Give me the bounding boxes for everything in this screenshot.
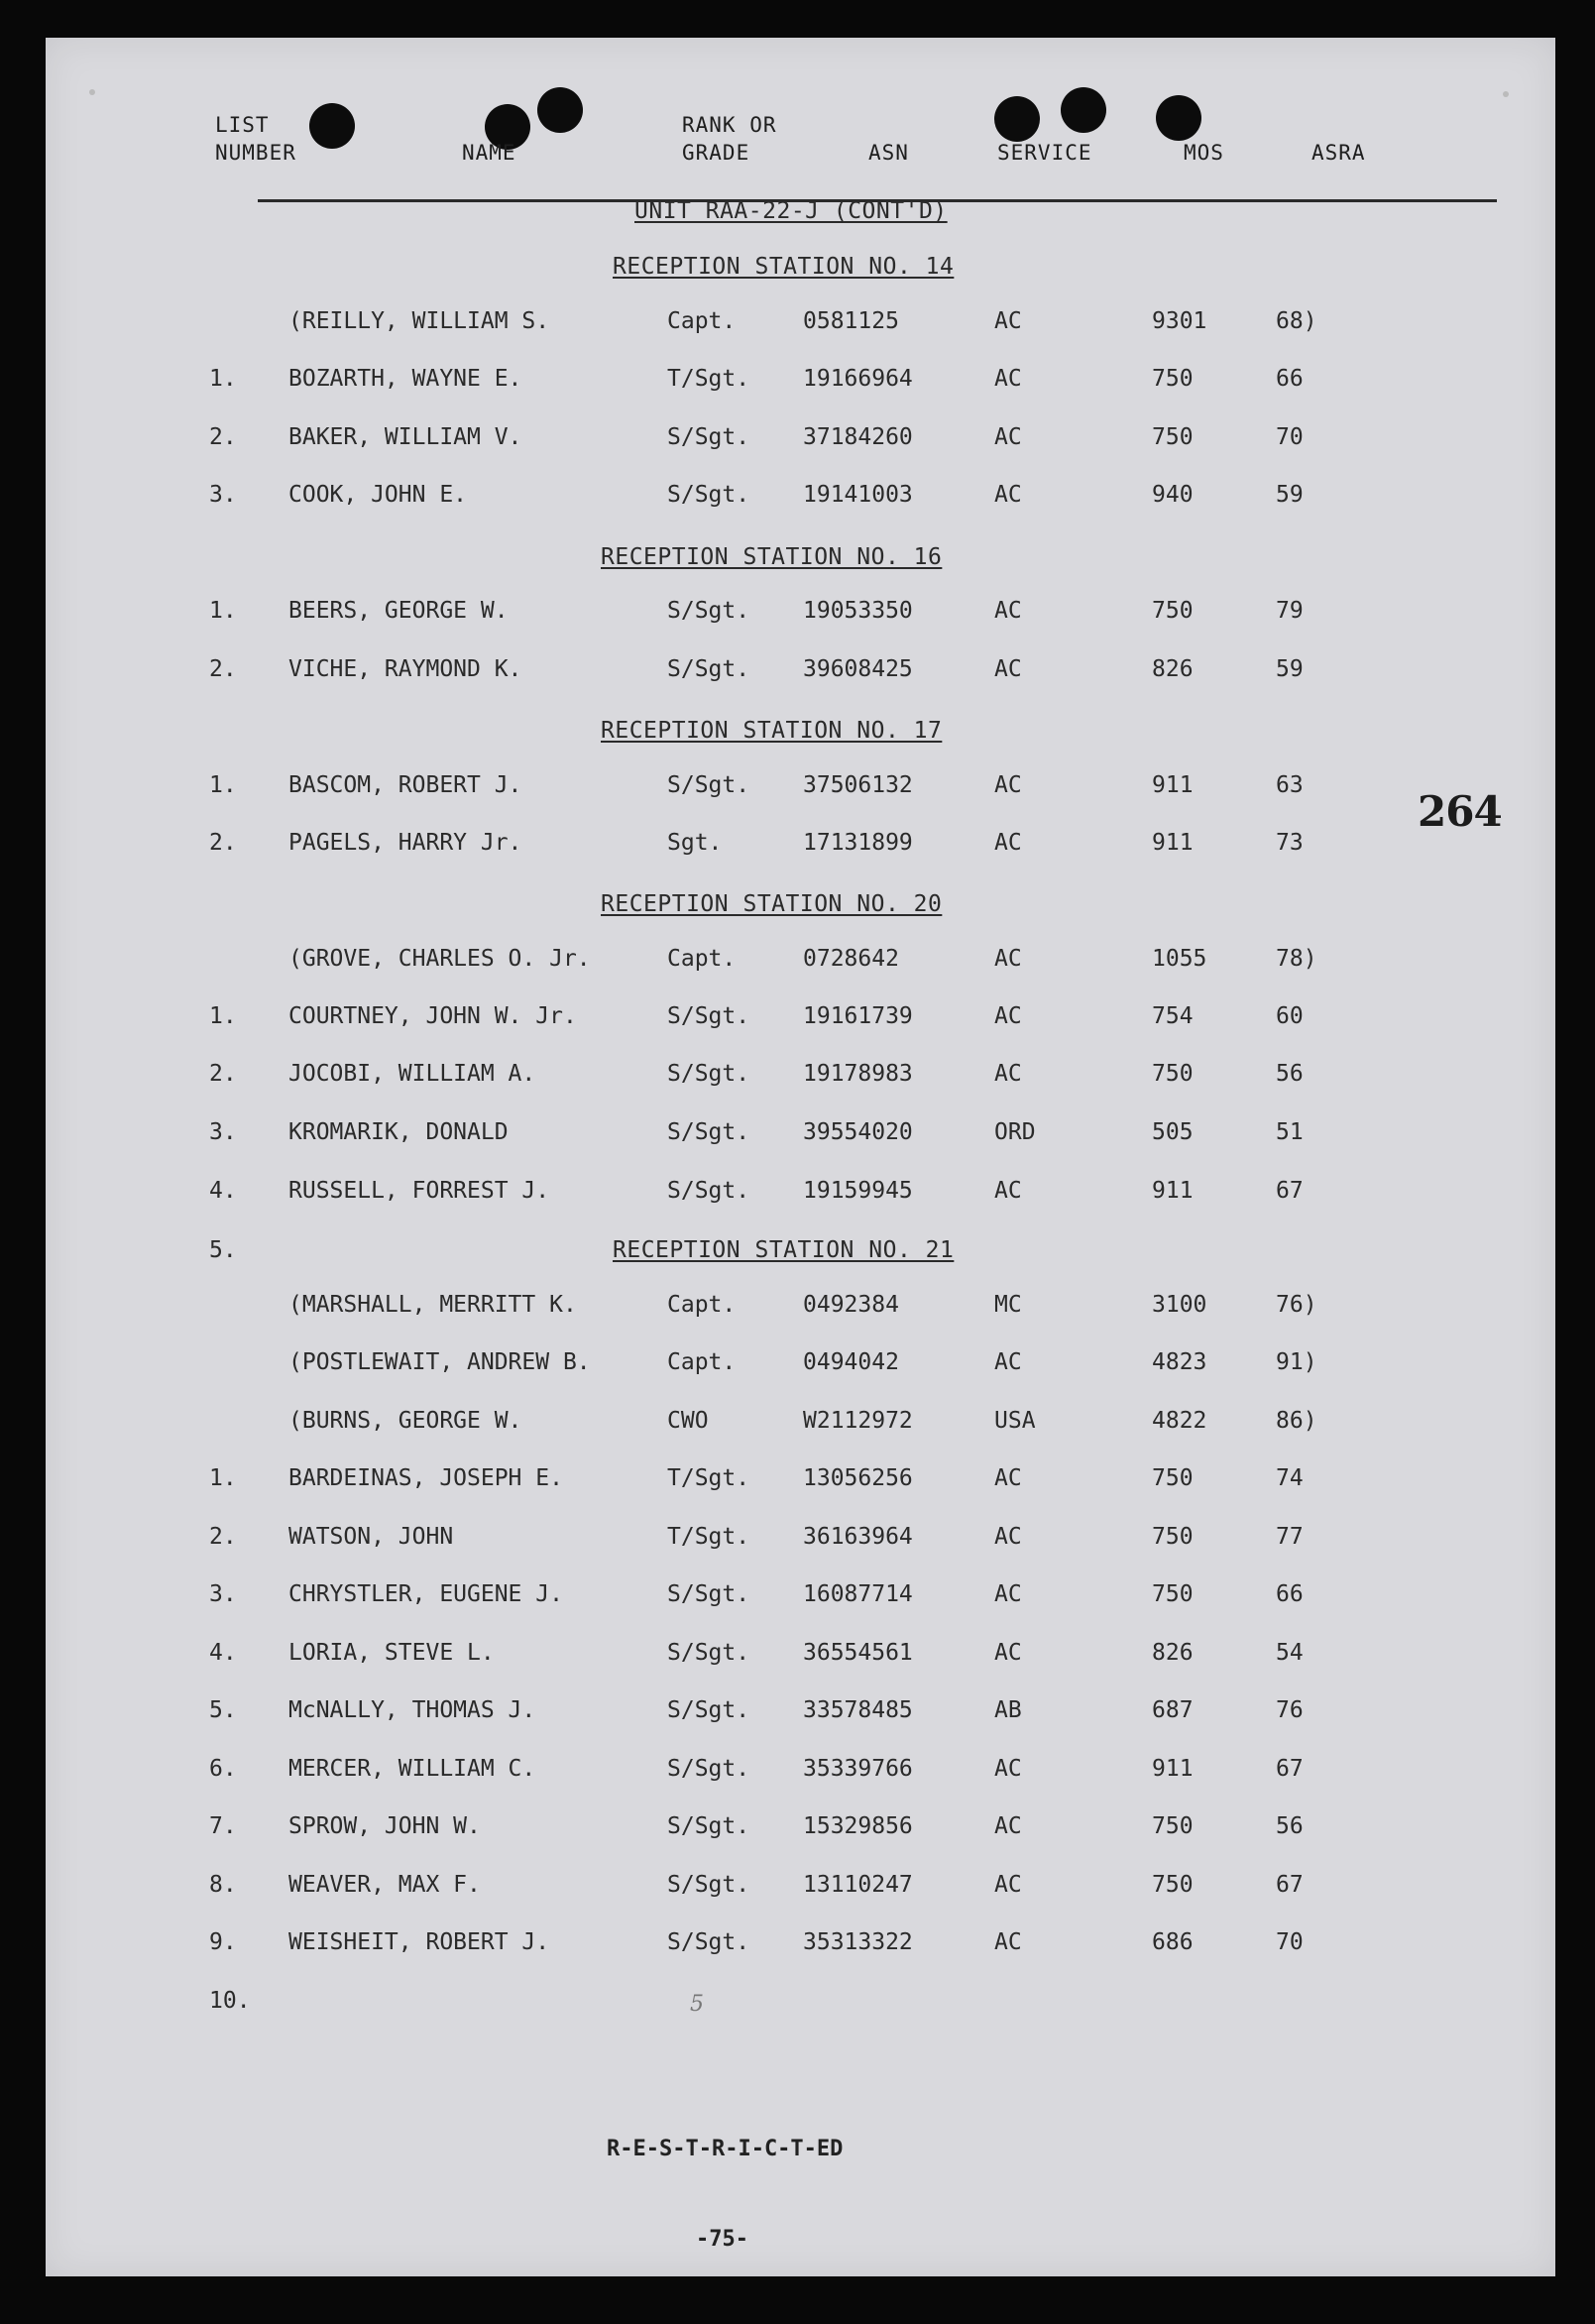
cell-num: 1. — [209, 772, 237, 798]
cell-svc: AC — [994, 1813, 1022, 1839]
cell-asra: 76 — [1276, 1697, 1304, 1723]
cell-svc: MC — [994, 1292, 1022, 1318]
cell-num: 1. — [209, 598, 237, 624]
roster-row — [46, 656, 1555, 692]
pencil-mark: 5 — [690, 1992, 704, 2017]
cell-asra: 86) — [1276, 1408, 1317, 1434]
roster-row — [46, 1581, 1555, 1617]
cell-num: 2. — [209, 830, 237, 856]
cell-asra: 66 — [1276, 366, 1304, 392]
cell-asn: 17131899 — [803, 830, 913, 856]
cell-rank: CWO — [667, 1408, 709, 1434]
cell-rank: S/Sgt. — [667, 1003, 750, 1029]
cell-name: (REILLY, WILLIAM S. — [288, 308, 550, 334]
cell-rank: S/Sgt. — [667, 424, 750, 450]
cell-asn: 35339766 — [803, 1756, 913, 1782]
cell-mos: 750 — [1152, 366, 1194, 392]
cell-svc: AC — [994, 424, 1022, 450]
cell-name: VICHE, RAYMOND K. — [288, 656, 522, 682]
cell-name: BASCOM, ROBERT J. — [288, 772, 522, 798]
cell-name: BEERS, GEORGE W. — [288, 598, 509, 624]
cell-num: 2. — [209, 1524, 237, 1550]
cell-asra: 56 — [1276, 1061, 1304, 1087]
cell-name: BAKER, WILLIAM V. — [288, 424, 522, 450]
cell-num: 5. — [209, 1697, 237, 1723]
header-mos: MOS — [1184, 141, 1224, 165]
cell-asn: 39608425 — [803, 656, 913, 682]
restricted-marking: R-E-S-T-R-I-C-T-ED — [607, 2137, 844, 2161]
cell-svc: AC — [994, 1061, 1022, 1087]
cell-svc: AC — [994, 830, 1022, 856]
section-title: RECEPTION STATION NO. 17 — [601, 718, 943, 744]
cell-asn: 0581125 — [803, 308, 899, 334]
cell-num: 3. — [209, 1581, 237, 1607]
cell-asn: 16087714 — [803, 1581, 913, 1607]
cell-num: 10. — [209, 1988, 251, 2014]
cell-num: 8. — [209, 1872, 237, 1898]
speck — [1503, 91, 1509, 97]
roster-row — [46, 772, 1555, 808]
cell-asra: 70 — [1276, 424, 1304, 450]
cell-asra: 59 — [1276, 482, 1304, 508]
cell-asn: 36163964 — [803, 1524, 913, 1550]
cell-asra: 66 — [1276, 1581, 1304, 1607]
header-list: LIST — [215, 113, 270, 137]
cell-rank: S/Sgt. — [667, 1640, 750, 1666]
cell-num: 1. — [209, 366, 237, 392]
cell-rank: T/Sgt. — [667, 1465, 750, 1491]
cell-mos: 4823 — [1152, 1349, 1207, 1375]
cell-mos: 911 — [1152, 1178, 1194, 1204]
cell-num: 9. — [209, 1929, 237, 1955]
cell-name: LORIA, STEVE L. — [288, 1640, 495, 1666]
cell-mos: 750 — [1152, 424, 1194, 450]
cell-name: WEISHEIT, ROBERT J. — [288, 1929, 550, 1955]
cell-asn: 39554020 — [803, 1119, 913, 1145]
roster-row — [46, 1178, 1555, 1214]
roster-row — [46, 1524, 1555, 1560]
header-asra: ASRA — [1311, 141, 1366, 165]
cell-name: McNALLY, THOMAS J. — [288, 1697, 536, 1723]
cell-asn: 13110247 — [803, 1872, 913, 1898]
cell-svc: AC — [994, 366, 1022, 392]
cell-name: JOCOBI, WILLIAM A. — [288, 1061, 536, 1087]
cell-mos: 9301 — [1152, 308, 1207, 334]
cell-mos: 3100 — [1152, 1292, 1207, 1318]
cell-name: (MARSHALL, MERRITT K. — [288, 1292, 577, 1318]
cell-rank: S/Sgt. — [667, 1178, 750, 1204]
cell-rank: Capt. — [667, 946, 737, 972]
stamped-number: 264 — [1418, 787, 1502, 836]
cell-name: WATSON, JOHN — [288, 1524, 454, 1550]
punch-hole — [537, 87, 583, 133]
cell-name: WEAVER, MAX F. — [288, 1872, 481, 1898]
cell-name: MERCER, WILLIAM C. — [288, 1756, 536, 1782]
cell-mos: 750 — [1152, 598, 1194, 624]
header-number: NUMBER — [215, 141, 296, 165]
section-title: RECEPTION STATION NO. 14 — [613, 254, 955, 280]
cell-rank: Capt. — [667, 308, 737, 334]
roster-row — [46, 1061, 1555, 1097]
cell-asn: 0494042 — [803, 1349, 899, 1375]
cell-mos: 686 — [1152, 1929, 1194, 1955]
roster-row — [46, 1756, 1555, 1792]
section-title: RECEPTION STATION NO. 16 — [601, 544, 943, 570]
roster-row — [46, 1640, 1555, 1676]
cell-asn: 36554561 — [803, 1640, 913, 1666]
roster-row — [46, 482, 1555, 518]
cell-svc: AC — [994, 1349, 1022, 1375]
list-number: 5. — [209, 1237, 237, 1263]
cell-name: KROMARIK, DONALD — [288, 1119, 509, 1145]
cell-name: COOK, JOHN E. — [288, 482, 468, 508]
cell-svc: AC — [994, 1524, 1022, 1550]
header-name: NAME — [462, 141, 516, 165]
cell-svc: AC — [994, 656, 1022, 682]
cell-asn: 37184260 — [803, 424, 913, 450]
cell-asra: 63 — [1276, 772, 1304, 798]
roster-row — [46, 598, 1555, 634]
cell-num: 3. — [209, 482, 237, 508]
cell-num: 4. — [209, 1178, 237, 1204]
cell-num: 2. — [209, 1061, 237, 1087]
cell-asra: 54 — [1276, 1640, 1304, 1666]
roster-row — [46, 424, 1555, 460]
cell-mos: 750 — [1152, 1872, 1194, 1898]
cell-rank: S/Sgt. — [667, 1061, 750, 1087]
header-rank: RANK OR — [682, 113, 777, 137]
cell-asra: 67 — [1276, 1178, 1304, 1204]
roster-row — [46, 946, 1555, 982]
punch-hole — [309, 103, 355, 149]
cell-num: 2. — [209, 656, 237, 682]
cell-mos: 911 — [1152, 830, 1194, 856]
section-title: RECEPTION STATION NO. 20 — [601, 891, 943, 917]
cell-asra: 60 — [1276, 1003, 1304, 1029]
cell-name: CHRYSTLER, EUGENE J. — [288, 1581, 563, 1607]
cell-asn: 0492384 — [803, 1292, 899, 1318]
cell-rank: S/Sgt. — [667, 598, 750, 624]
cell-rank: S/Sgt. — [667, 1581, 750, 1607]
cell-asn: 19166964 — [803, 366, 913, 392]
cell-rank: S/Sgt. — [667, 1756, 750, 1782]
cell-asn: W2112972 — [803, 1408, 913, 1434]
roster-row — [46, 1119, 1555, 1155]
cell-name: RUSSELL, FORREST J. — [288, 1178, 550, 1204]
cell-mos: 750 — [1152, 1061, 1194, 1087]
punch-hole — [1156, 95, 1201, 141]
cell-asra: 70 — [1276, 1929, 1304, 1955]
cell-svc: AC — [994, 1872, 1022, 1898]
header-grade: GRADE — [682, 141, 750, 165]
cell-asn: 19159945 — [803, 1178, 913, 1204]
cell-mos: 754 — [1152, 1003, 1194, 1029]
cell-rank: S/Sgt. — [667, 1929, 750, 1955]
cell-asra: 56 — [1276, 1813, 1304, 1839]
cell-mos: 826 — [1152, 656, 1194, 682]
cell-asra: 79 — [1276, 598, 1304, 624]
cell-rank: S/Sgt. — [667, 656, 750, 682]
cell-mos: 750 — [1152, 1813, 1194, 1839]
cell-rank: Capt. — [667, 1292, 737, 1318]
cell-rank: Capt. — [667, 1349, 737, 1375]
cell-mos: 750 — [1152, 1581, 1194, 1607]
page-number: -75- — [696, 2227, 748, 2252]
cell-svc: AB — [994, 1697, 1022, 1723]
cell-svc: AC — [994, 1581, 1022, 1607]
cell-svc: AC — [994, 1465, 1022, 1491]
cell-num: 7. — [209, 1813, 237, 1839]
cell-asn: 37506132 — [803, 772, 913, 798]
roster-row — [46, 1988, 1555, 2024]
cell-name: (BURNS, GEORGE W. — [288, 1408, 522, 1434]
roster-row — [46, 1813, 1555, 1849]
cell-mos: 911 — [1152, 1756, 1194, 1782]
cell-asra: 74 — [1276, 1465, 1304, 1491]
cell-mos: 4822 — [1152, 1408, 1207, 1434]
roster-row — [46, 1697, 1555, 1733]
cell-svc: AC — [994, 772, 1022, 798]
cell-mos: 750 — [1152, 1524, 1194, 1550]
cell-name: COURTNEY, JOHN W. Jr. — [288, 1003, 577, 1029]
punch-hole — [994, 96, 1040, 142]
cell-asra: 67 — [1276, 1872, 1304, 1898]
roster-row — [46, 1003, 1555, 1039]
cell-num: 1. — [209, 1003, 237, 1029]
cell-svc: AC — [994, 308, 1022, 334]
cell-asra: 91) — [1276, 1349, 1317, 1375]
cell-num: 4. — [209, 1640, 237, 1666]
punch-hole — [1061, 87, 1106, 133]
cell-name: PAGELS, HARRY Jr. — [288, 830, 522, 856]
cell-name: BARDEINAS, JOSEPH E. — [288, 1465, 563, 1491]
roster-row — [46, 308, 1555, 344]
header-asn: ASN — [868, 141, 909, 165]
cell-num: 3. — [209, 1119, 237, 1145]
cell-rank: T/Sgt. — [667, 1524, 750, 1550]
cell-svc: AC — [994, 482, 1022, 508]
cell-mos: 911 — [1152, 772, 1194, 798]
cell-asn: 19178983 — [803, 1061, 913, 1087]
cell-mos: 940 — [1152, 482, 1194, 508]
roster-row — [46, 1292, 1555, 1328]
cell-asra: 68) — [1276, 308, 1317, 334]
cell-rank: S/Sgt. — [667, 772, 750, 798]
section-title: RECEPTION STATION NO. 21 — [613, 1237, 955, 1263]
cell-name: SPROW, JOHN W. — [288, 1813, 481, 1839]
cell-asn: 15329856 — [803, 1813, 913, 1839]
cell-rank: S/Sgt. — [667, 1813, 750, 1839]
roster-row — [46, 1872, 1555, 1908]
cell-asn: 13056256 — [803, 1465, 913, 1491]
cell-rank: Sgt. — [667, 830, 723, 856]
cell-mos: 750 — [1152, 1465, 1194, 1491]
cell-mos: 687 — [1152, 1697, 1194, 1723]
cell-asra: 59 — [1276, 656, 1304, 682]
cell-asn: 19053350 — [803, 598, 913, 624]
cell-rank: S/Sgt. — [667, 1119, 750, 1145]
speck — [89, 89, 95, 95]
cell-asn: 0728642 — [803, 946, 899, 972]
cell-rank: S/Sgt. — [667, 1872, 750, 1898]
cell-mos: 505 — [1152, 1119, 1194, 1145]
cell-svc: AC — [994, 946, 1022, 972]
cell-name: (GROVE, CHARLES O. Jr. — [288, 946, 591, 972]
cell-asra: 67 — [1276, 1756, 1304, 1782]
cell-svc: AC — [994, 1640, 1022, 1666]
cell-num: 1. — [209, 1465, 237, 1491]
cell-svc: AC — [994, 1178, 1022, 1204]
cell-name: (POSTLEWAIT, ANDREW B. — [288, 1349, 591, 1375]
cell-mos: 1055 — [1152, 946, 1207, 972]
cell-svc: ORD — [994, 1119, 1036, 1145]
cell-asn: 35313322 — [803, 1929, 913, 1955]
cell-svc: AC — [994, 1929, 1022, 1955]
cell-svc: USA — [994, 1408, 1036, 1434]
cell-asra: 51 — [1276, 1119, 1304, 1145]
cell-num: 2. — [209, 424, 237, 450]
unit-title: UNIT RAA-22-J (CONT'D) — [634, 198, 948, 224]
cell-rank: S/Sgt. — [667, 482, 750, 508]
cell-name: BOZARTH, WAYNE E. — [288, 366, 522, 392]
cell-num: 6. — [209, 1756, 237, 1782]
document-page — [46, 38, 1555, 2276]
roster-row — [46, 1408, 1555, 1444]
cell-asra: 76) — [1276, 1292, 1317, 1318]
cell-rank: S/Sgt. — [667, 1697, 750, 1723]
cell-asra: 77 — [1276, 1524, 1304, 1550]
header-service: SERVICE — [997, 141, 1092, 165]
roster-row — [46, 1465, 1555, 1501]
cell-asn: 19141003 — [803, 482, 913, 508]
cell-asra: 78) — [1276, 946, 1317, 972]
cell-asra: 73 — [1276, 830, 1304, 856]
cell-asn: 33578485 — [803, 1697, 913, 1723]
roster-row — [46, 1349, 1555, 1385]
roster-row — [46, 830, 1555, 866]
cell-mos: 826 — [1152, 1640, 1194, 1666]
cell-svc: AC — [994, 1003, 1022, 1029]
roster-row — [46, 366, 1555, 402]
roster-row — [46, 1929, 1555, 1965]
cell-rank: T/Sgt. — [667, 366, 750, 392]
cell-svc: AC — [994, 1756, 1022, 1782]
cell-asn: 19161739 — [803, 1003, 913, 1029]
cell-svc: AC — [994, 598, 1022, 624]
